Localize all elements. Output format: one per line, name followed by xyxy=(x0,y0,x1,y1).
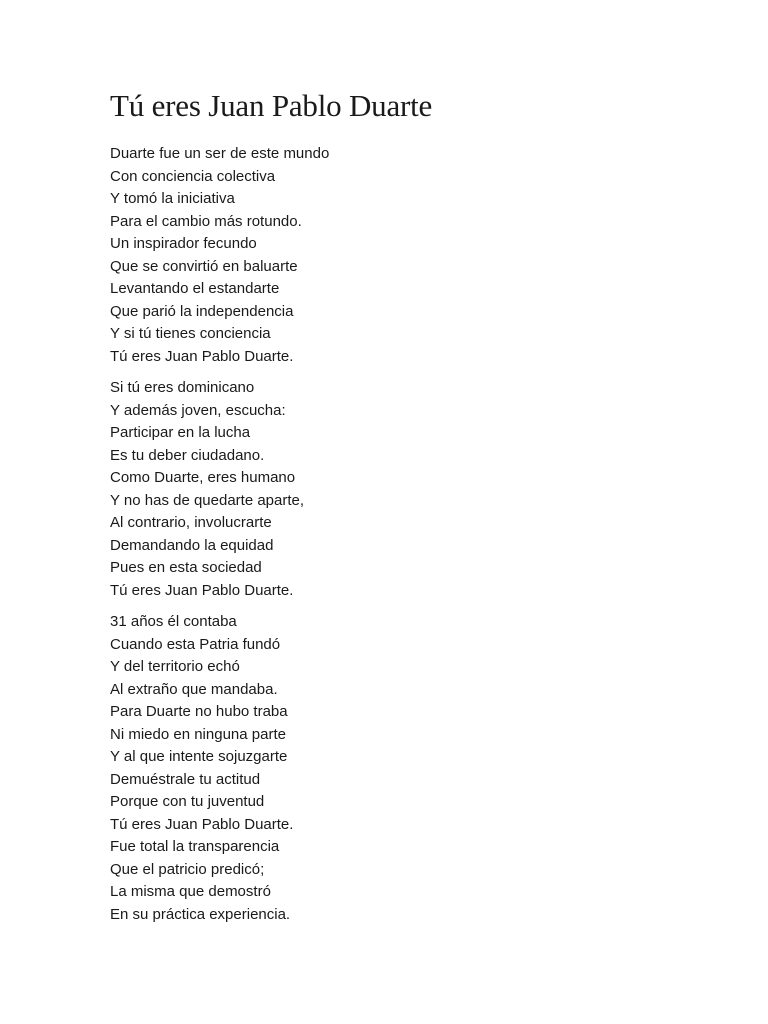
poem-line: Y además joven, escucha: xyxy=(110,401,286,419)
poem-line: Como Duarte, eres humano xyxy=(110,469,296,486)
poem-line: La misma que demostró xyxy=(110,883,271,900)
poem-line: Participar en la lucha xyxy=(110,424,251,441)
poem-line: Que se convirtió en baluarte xyxy=(110,257,298,275)
poem-line: Al contrario, involucrarte xyxy=(110,514,272,531)
poem-body xyxy=(110,143,768,926)
poem-line: Tú eres Juan Pablo Duarte. xyxy=(110,581,294,599)
poem-line: Para Duarte no hubo traba xyxy=(110,703,288,720)
stanza-1 xyxy=(110,143,768,368)
poem-line: Demandando la equidad xyxy=(110,536,274,554)
poem-line: Para el cambio más rotundo. xyxy=(110,212,302,230)
poem-line: Si tú eres dominicano xyxy=(110,379,255,396)
poem-line: Y al que intente sojuzgarte xyxy=(110,748,288,765)
poem-line: Pues en esta sociedad xyxy=(110,559,262,576)
poem-title: Tú eres Juan Pablo Duarte xyxy=(110,88,433,123)
poem-line: Porque con tu juventud xyxy=(110,793,265,810)
poem-line: Demuéstrale tu actitud xyxy=(110,770,261,788)
poem-line: Es tu deber ciudadano. xyxy=(110,446,265,464)
poem-line: Que parió la independencia xyxy=(110,302,294,320)
poem-line: Que el patricio predicó; xyxy=(110,860,265,878)
poem-line: Un inspirador fecundo xyxy=(110,235,257,252)
poem-line: Y tomó la iniciativa xyxy=(110,190,235,207)
poem-line: Duarte fue un ser de este mundo xyxy=(110,145,330,162)
poem-line: Y no has de quedarte aparte, xyxy=(110,491,305,509)
poem-line: En su práctica experiencia. xyxy=(110,905,291,923)
poem-line: 31 años él contaba xyxy=(110,613,237,630)
poem-line: Al extraño que mandaba. xyxy=(110,680,278,698)
poem-line: Y si tú tienes conciencia xyxy=(110,325,271,342)
poem-line: Y del territorio echó xyxy=(110,658,240,675)
stanza-3 xyxy=(110,611,768,926)
stanza-2 xyxy=(110,377,768,602)
poem-line: Fue total la transparencia xyxy=(110,838,280,855)
poem-line: Levantando el estandarte xyxy=(110,280,280,297)
poem-line: Con conciencia colectiva xyxy=(110,167,276,185)
poem-line: Tú eres Juan Pablo Duarte. xyxy=(110,815,294,833)
poem-line: Ni miedo en ninguna parte xyxy=(110,725,286,743)
poem-line: Cuando esta Patria fundó xyxy=(110,635,281,653)
poem-line: Tú eres Juan Pablo Duarte. xyxy=(110,347,294,365)
